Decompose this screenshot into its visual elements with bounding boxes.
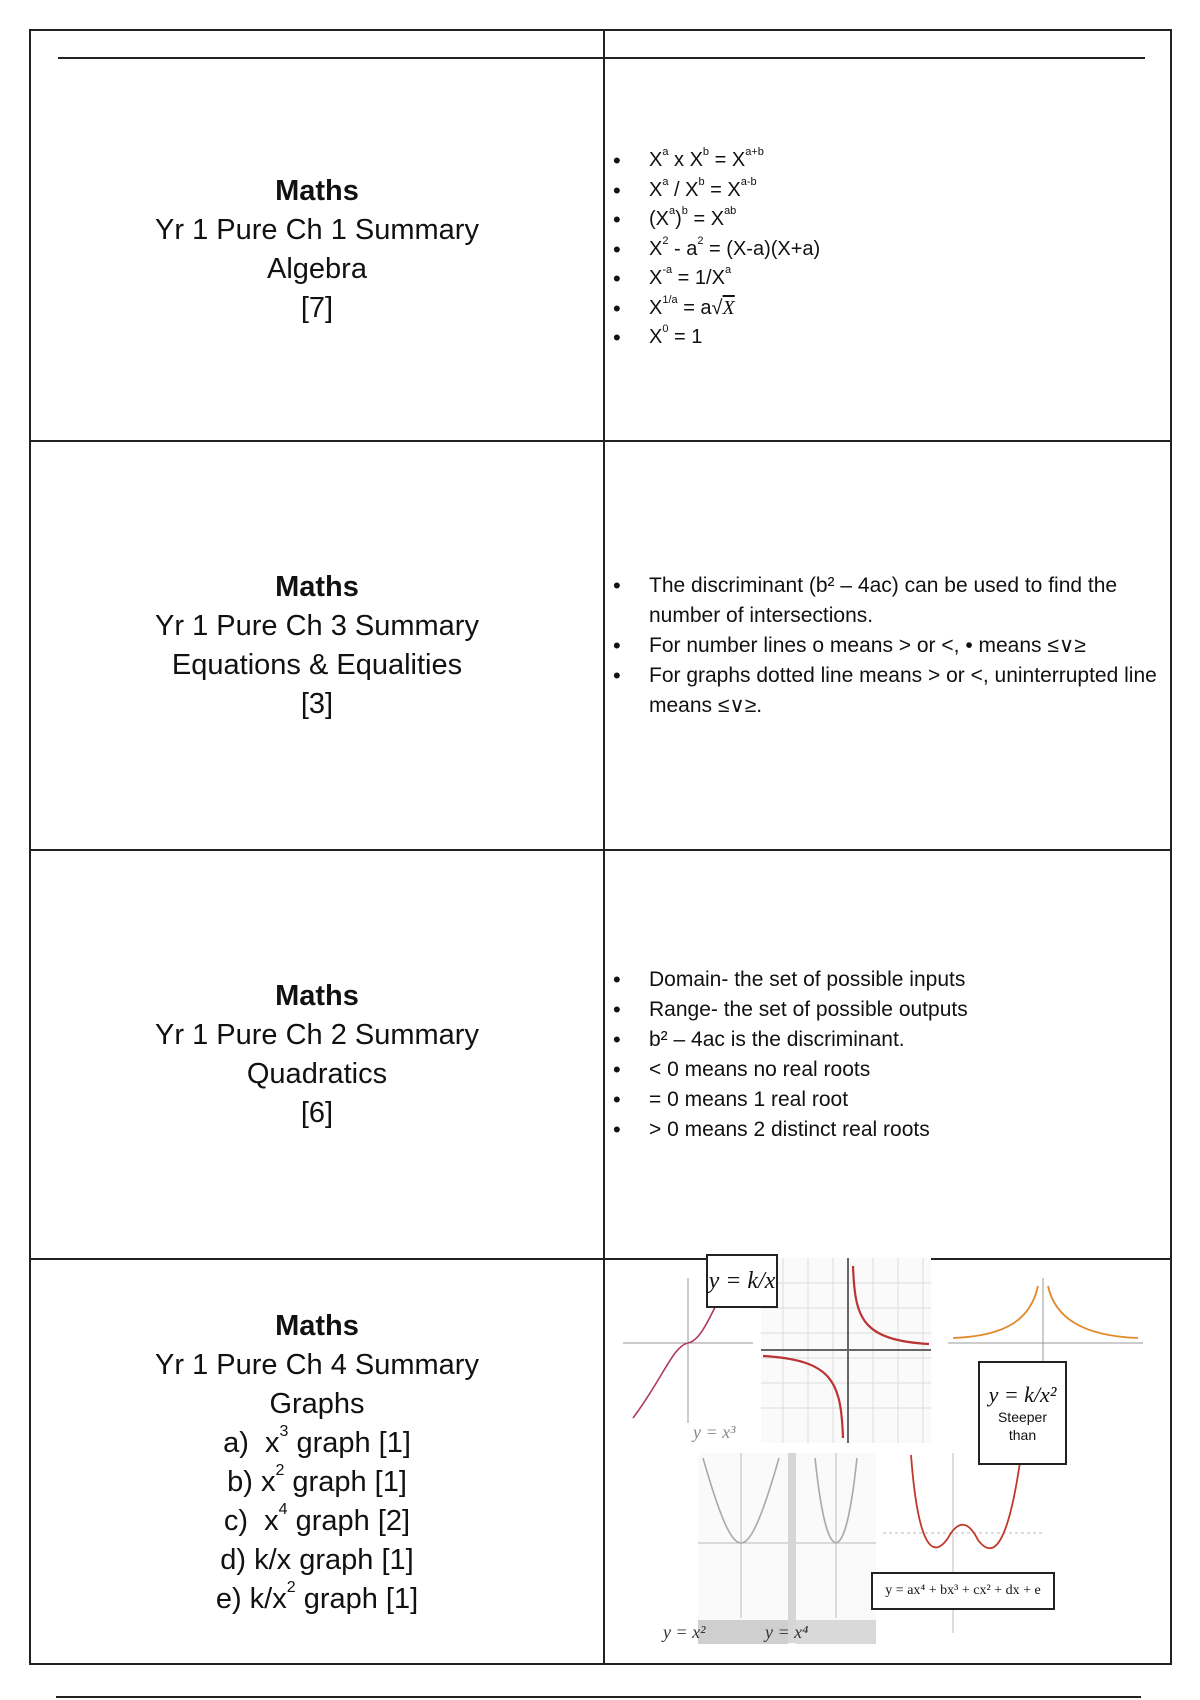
list-item: • For graphs dotted line means > or <, uninterrupted line means ≤∨≥. <box>639 661 1160 721</box>
row2-topic: Equations & Equalities <box>171 648 463 681</box>
list-item: d) k/x graph [1] <box>220 1543 414 1576</box>
row4-chapter: Yr 1 Pure Ch 4 Summary <box>155 1348 479 1381</box>
row3-chapter: Yr 1 Pure Ch 2 Summary <box>155 1018 479 1051</box>
row1-marks: [7] <box>300 291 334 324</box>
list-item: • = 0 means 1 real root <box>639 1085 968 1115</box>
row3-title: Maths <box>275 979 359 1012</box>
quadratic-graph <box>698 1453 796 1644</box>
list-item: • $X^2 - a^2 = (X-a)(X+a)$ <box>639 235 820 265</box>
k-over-x2-label-box <box>978 1361 1067 1465</box>
row1-title: Maths <box>275 174 359 207</box>
row1-chapter: Yr 1 Pure Ch 1 Summary <box>155 213 479 246</box>
bottom-rule <box>56 1696 1141 1698</box>
list-item: • Domain- the set of possible inputs <box>639 965 968 995</box>
row3-topic: Quadratics <box>246 1057 388 1090</box>
list-item: • For number lines o means > or <, • means ≤∨≥ <box>639 631 1160 661</box>
graphs-collage <box>603 1258 1172 1664</box>
row3-marks: [6] <box>300 1096 334 1129</box>
than-text: than <box>1008 1427 1037 1443</box>
row1-topic-cell <box>31 59 603 440</box>
list-item: • $X^a$ x $X^b = X^{a+b}$ <box>639 146 820 176</box>
list-item: • $X^a / X^b = X^{a-b}$ <box>639 176 820 206</box>
x2-caption: y = x² <box>663 1622 706 1642</box>
row1-notes-cell <box>605 59 1174 440</box>
row2-chapter: Yr 1 Pure Ch 3 Summary <box>155 609 479 642</box>
row1-topic: Algebra <box>267 252 367 285</box>
row2-notes-cell <box>605 442 1174 849</box>
quartic-graph <box>796 1453 876 1644</box>
k-over-x-label-box <box>706 1254 778 1308</box>
row4-topic-cell <box>31 1260 603 1665</box>
list-item: • > 0 means 2 distinct real roots <box>639 1115 968 1145</box>
list-item: • The discriminant (b² – 4ac) can be used to find the number of intersections. <box>639 571 1160 631</box>
row2-bullet-list <box>605 571 1174 721</box>
row4-title: Maths <box>275 1309 359 1342</box>
quartic-label: y = ax⁴ + bx³ + cx² + dx + e <box>885 1583 1041 1598</box>
row3-topic-cell <box>31 851 603 1258</box>
row4-topic: Graphs <box>269 1387 365 1420</box>
row4-graph-list <box>216 1424 418 1619</box>
list-item: e) $k/x^2$ graph [1] <box>215 1578 419 1615</box>
reciprocal-graph <box>761 1258 931 1443</box>
list-item: • Range- the set of possible outputs <box>639 995 968 1025</box>
list-item: • $X^0 = 1$ <box>639 323 820 353</box>
list-item: • $X^{-a} = 1/X^a$ <box>639 264 820 294</box>
row3-notes-cell <box>605 851 1174 1258</box>
k-over-x2-label: y = k/x² <box>988 1382 1057 1407</box>
row3-bullet-list <box>605 965 968 1145</box>
x4-caption: y = x⁴ <box>765 1622 809 1642</box>
list-item: • $(X^a)^b = X^{ab}$ <box>639 205 820 235</box>
row2-topic-cell <box>31 442 603 849</box>
row2-title: Maths <box>275 570 359 603</box>
list-item: • $X^{1/a} = a√X$ <box>639 294 820 324</box>
list-item: c) $x^4$ graph [2] <box>223 1500 411 1537</box>
quartic-label-box <box>871 1572 1055 1610</box>
steeper-text: Steeper <box>997 1409 1048 1425</box>
list-item: • < 0 means no real roots <box>639 1055 968 1085</box>
row1-bullet-list <box>605 146 820 353</box>
row2-marks: [3] <box>300 687 334 720</box>
cubic-caption: y = x³ <box>693 1422 736 1442</box>
list-item: b) $x^2$ graph [1] <box>227 1461 407 1498</box>
list-item: a) $x^3$ graph [1] <box>223 1422 411 1459</box>
list-item: • b² – 4ac is the discriminant. <box>639 1025 968 1055</box>
k-over-x-label: y = k/x <box>708 1267 776 1294</box>
